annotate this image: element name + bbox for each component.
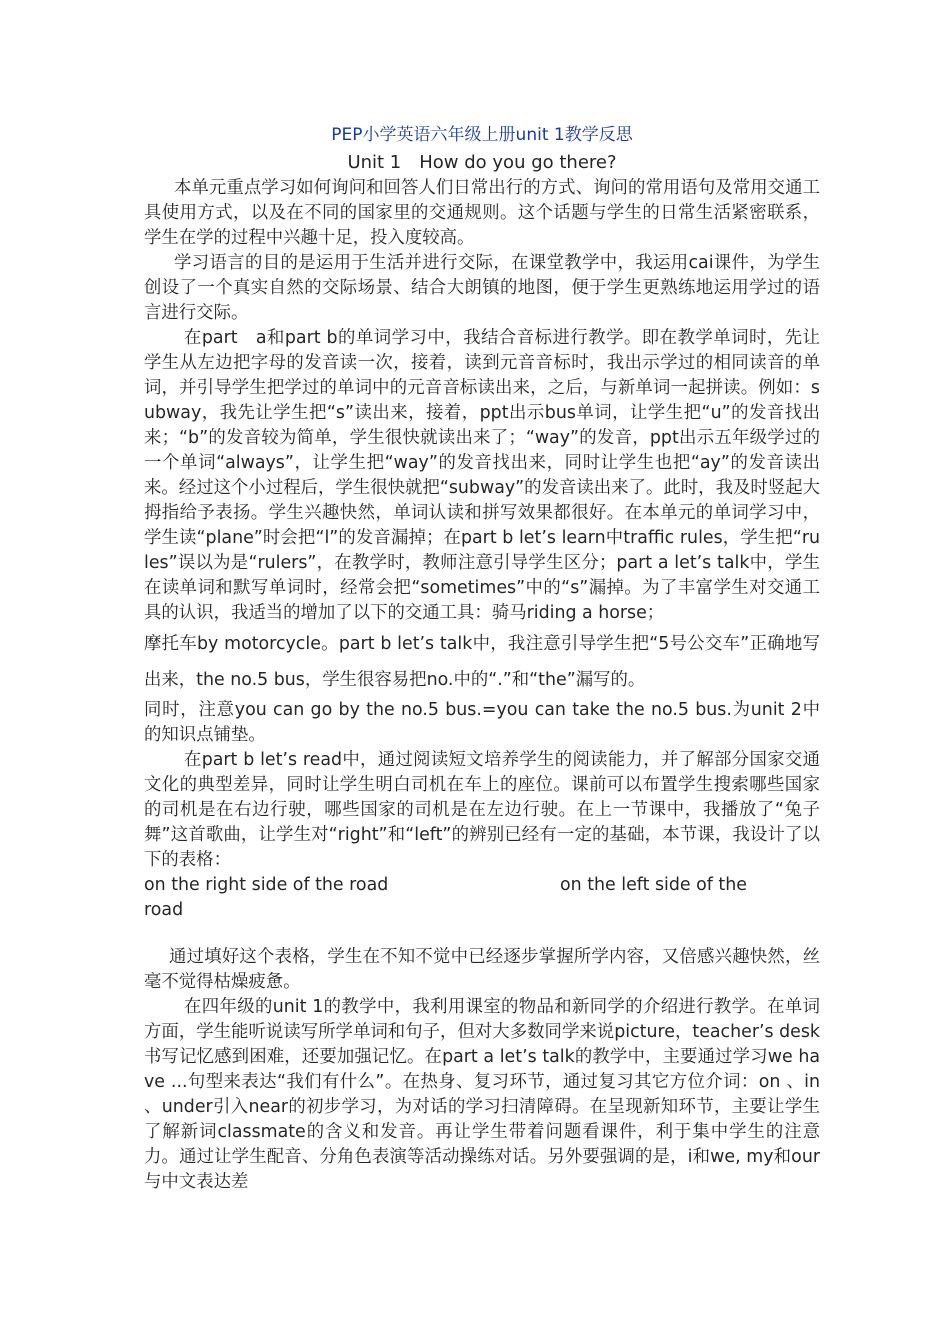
document-subtitle: Unit 1 How do you go there? [347, 152, 617, 173]
paragraph-vocabulary-continued: 摩托车by motorcycle。part b let’s talk中，我注意引导学生把“5号公交车”正确地写出来，the no.5 bus，学生很容易把no.中的“.”和“the”漏写的。 [144, 634, 820, 690]
paragraph-reading: 在part b let’s read中，通过阅读短文培养学生的阅读能力，并了解部分国家交通文化的典型差异，同时让学生明白司机在车上的座位。课前可以布置学生搜索哪些国家的司机是在右边行驶，哪些国家的司机是在左边行驶。在上一节课中，我播放了“兔子舞”这首歌曲，让学生对“right”和“left”的辨别已经有一定的基础，本节课，我设计了以下的表格： [144, 750, 820, 870]
paragraph-intro: 本单元重点学习如何询问和回答人们日常出行的方式、询问的常用语句及常用交通工具使用方式，以及在不同的国家里的交通规则。这个话题与学生的日常生活紧密联系，学生在学的过程中兴趣十足，投入度较高。 [144, 178, 820, 248]
table-header-left-side: on the left side of the [560, 875, 747, 895]
document-page [144, 120, 820, 1195]
table-spacer [144, 923, 820, 945]
paragraph-communication: 学习语言的目的是运用于生活并进行交际，在课堂教学中，我运用cai课件，为学生创设了一个真实自然的交际场景、结合大朗镇的地图，便于学生更熟练地运用学过的语言进行交际。 [144, 253, 820, 323]
paragraph-vocabulary: 在part a和part b的单词学习中，我结合音标进行教学。即在教学单词时，先让学生从左边把字母的发音读一次，接着，读到元音音标时，我出示学过的相同读音的单词，并引导学生把学过的单词中的元音音标读出来，之后，与新单词一起拼读。例如：subway，我先让学生把“s”读出来，接着，ppt出示bus单词，让学生把“u”的发音找出来；“b”的发音较为简单，学生很快就读出来了；“way”的发音，ppt出示五年级学过的一个单词“always”，让学生把“way”的发音找出来，同时让学生也把“ay”的发音读出来。经过这个小过程后，学生很快就把“subway”的发音读出来了。此时，我及时竖起大拇指给予表扬。学生兴趣快然，单词认读和拼写效果都很好。在本单元的单词学习中，学生读“plane”时会把“l”的发音漏掉；在part b let’s learn中traffic rules，学生把“rules”误以为是“rulers”，在教学时，教师注意引导学生区分；part a let’s talk中，学生在读单词和默写单词时，经常会把“sometimes”中的“s”漏掉。为了丰富学生对交通工具的认识，我适当的增加了以下的交通工具：骑马riding a horse； [144, 328, 820, 623]
table-header-left-side-wrap: road [144, 900, 184, 920]
table-header-right-side: on the right side of the road [144, 875, 389, 895]
comparison-table [144, 873, 820, 923]
paragraph-grade-four: 在四年级的unit 1的教学中，我利用课室的物品和新同学的介绍进行教学。在单词方面，学生能听说读写所学单词和句子，但对大多数同学来说picture，teacher’s desk书写记忆感到困难，还要加强记忆。在part a let’s talk的教学中，主要通过学习we have ...句型来表达“我们有什么”。在热身、复习环节，通过复习其它方位介词：on 、in 、under引入near的初步学习，为对话的学习扫清障碍。在呈现新知环节，主要让学生了解新词classmate的含义和发音。再让学生带着问题看课件，利于集中学生的注意力。通过让学生配音、分角色表演等活动操练对话。另外要强调的是，i和we, my和our与中文表达差 [144, 997, 820, 1192]
paragraph-vocabulary-end: 同时，注意you can go by the no.5 bus.=you can take the no.5 bus.为unit 2中的知识点铺垫。 [144, 700, 820, 745]
paragraph-table-summary: 通过填好这个表格，学生在不知不觉中已经逐步掌握所学内容，又倍感兴趣快然，丝毫不觉得枯燥疲惫。 [144, 947, 820, 992]
document-title: PEP小学英语六年级上册unit 1教学反思 [331, 125, 633, 145]
